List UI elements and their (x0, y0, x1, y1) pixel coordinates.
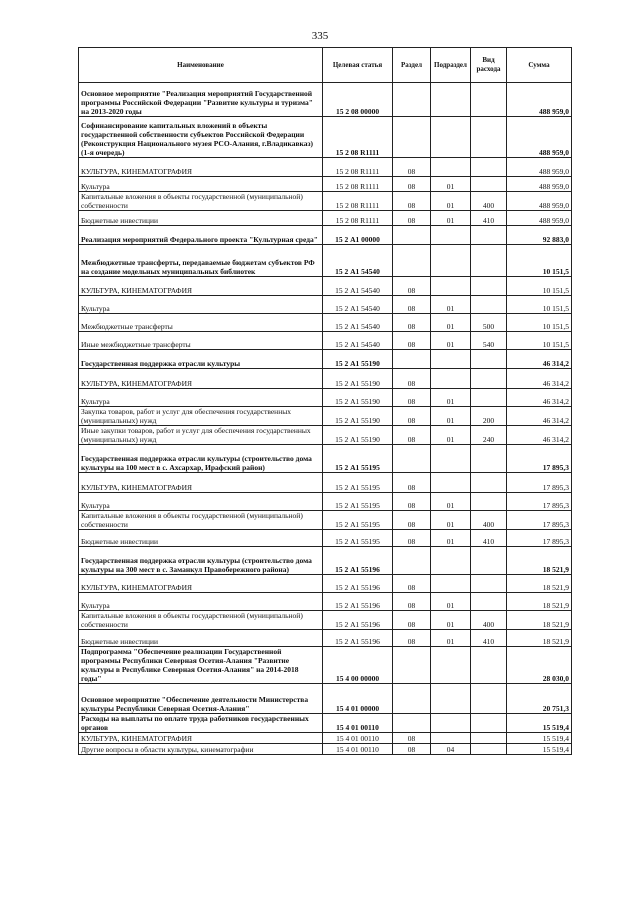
cell-name: Межбюджетные трансферты, передаваемые бюджетам субъектов РФ на создание модельных муниципальных библиотек (79, 245, 323, 277)
table-row (79, 389, 572, 407)
table-row (79, 426, 572, 445)
cell-section: 08 (393, 277, 431, 296)
table-row (79, 177, 572, 192)
cell-name: Культура (79, 493, 323, 511)
cell-expense-type: 240 (471, 426, 507, 445)
table-row (79, 744, 572, 755)
cell-name: Культура (79, 296, 323, 314)
cell-section: 08 (393, 611, 431, 630)
cell-subsection (431, 647, 471, 684)
table-row (79, 511, 572, 530)
cell-section (393, 350, 431, 369)
cell-article: 15 2 А1 55196 (323, 575, 393, 593)
header-sum: Сумма (507, 48, 572, 83)
cell-sum: 10 151,5 (507, 245, 572, 277)
cell-article: 15 2 А1 55195 (323, 473, 393, 493)
cell-article: 15 2 А1 55196 (323, 593, 393, 611)
cell-sum: 28 030,0 (507, 647, 572, 684)
cell-name: Капитальные вложения в объекты государственной (муниципальной) собственности (79, 511, 323, 530)
cell-name: КУЛЬТУРА, КИНЕМАТОГРАФИЯ (79, 369, 323, 389)
cell-sum: 46 314,2 (507, 426, 572, 445)
cell-subsection: 01 (431, 407, 471, 426)
cell-section: 08 (393, 575, 431, 593)
cell-name: Государственная поддержка отрасли культуры (строительство дома культуры на 300 мест в с. Заманкул Правобережного района) (79, 547, 323, 575)
table-row (79, 192, 572, 211)
cell-article: 15 2 А1 55195 (323, 530, 393, 547)
cell-subsection (431, 350, 471, 369)
cell-name: Культура (79, 389, 323, 407)
cell-section (393, 245, 431, 277)
cell-section: 08 (393, 192, 431, 211)
table-row (79, 83, 572, 117)
cell-subsection (431, 733, 471, 744)
cell-article: 15 2 08 R1111 (323, 192, 393, 211)
cell-article: 15 2 А1 55195 (323, 511, 393, 530)
cell-section (393, 684, 431, 714)
cell-section: 08 (393, 369, 431, 389)
cell-sum: 10 151,5 (507, 277, 572, 296)
cell-subsection: 01 (431, 511, 471, 530)
cell-sum: 17 895,3 (507, 493, 572, 511)
cell-expense-type (471, 473, 507, 493)
cell-sum: 20 751,3 (507, 684, 572, 714)
cell-sum: 15 519,4 (507, 714, 572, 733)
cell-section: 08 (393, 314, 431, 332)
cell-expense-type (471, 744, 507, 755)
table-row (79, 547, 572, 575)
cell-sum: 17 895,3 (507, 530, 572, 547)
cell-sum: 10 151,5 (507, 332, 572, 350)
cell-name: Основное мероприятие "Реализация мероприятий Государственной программы Российской Федерации "Развитие культуры и туризма" на 2013-2020 годы (79, 83, 323, 117)
budget-table (78, 47, 572, 755)
cell-sum: 488 959,0 (507, 158, 572, 177)
cell-name: Основное мероприятие "Обеспечение деятельности Министерства культуры Республики Северная Осетия-Алания" (79, 684, 323, 714)
cell-expense-type: 410 (471, 530, 507, 547)
cell-section (393, 445, 431, 473)
cell-expense-type: 500 (471, 314, 507, 332)
table-row (79, 245, 572, 277)
header-subsection: Подраздел (431, 48, 471, 83)
cell-subsection (431, 575, 471, 593)
cell-article: 15 2 А1 54540 (323, 332, 393, 350)
cell-article: 15 2 А1 55190 (323, 407, 393, 426)
cell-expense-type (471, 296, 507, 314)
table-row (79, 211, 572, 226)
cell-section: 08 (393, 177, 431, 192)
cell-section: 08 (393, 296, 431, 314)
cell-name: Капитальные вложения в объекты государственной (муниципальной) собственности (79, 611, 323, 630)
table-row (79, 296, 572, 314)
page-number: 335 (311, 30, 329, 42)
cell-article: 15 2 А1 00000 (323, 226, 393, 245)
cell-subsection (431, 714, 471, 733)
cell-sum: 10 151,5 (507, 314, 572, 332)
cell-section: 08 (393, 530, 431, 547)
cell-article: 15 2 А1 55190 (323, 350, 393, 369)
table-row (79, 611, 572, 630)
header-name: Наименование (79, 48, 323, 83)
cell-sum: 488 959,0 (507, 211, 572, 226)
cell-expense-type: 400 (471, 511, 507, 530)
cell-name: Софинансирование капитальных вложений в объекты государственной собственности субъектов Российской Федерации (Реконструкция Национального музея РСО-Алания, г.Владикавказ)(1-я очередь) (79, 117, 323, 158)
cell-subsection: 01 (431, 314, 471, 332)
cell-section: 08 (393, 389, 431, 407)
cell-expense-type: 410 (471, 630, 507, 647)
cell-subsection: 01 (431, 426, 471, 445)
cell-subsection (431, 547, 471, 575)
cell-name: Капитальные вложения в объекты государственной (муниципальной) собственности (79, 192, 323, 211)
cell-article: 15 4 01 00110 (323, 733, 393, 744)
cell-subsection: 01 (431, 389, 471, 407)
cell-sum: 46 314,2 (507, 407, 572, 426)
cell-expense-type: 400 (471, 611, 507, 630)
cell-subsection: 04 (431, 744, 471, 755)
table-row (79, 277, 572, 296)
cell-article: 15 2 А1 55190 (323, 426, 393, 445)
table-row (79, 493, 572, 511)
cell-name: КУЛЬТУРА, КИНЕМАТОГРАФИЯ (79, 473, 323, 493)
cell-section (393, 83, 431, 117)
cell-expense-type: 200 (471, 407, 507, 426)
table-row (79, 226, 572, 245)
table-row (79, 117, 572, 158)
cell-section (393, 226, 431, 245)
cell-name: Иные закупки товаров, работ и услуг для обеспечения государственных (муниципальных) нужд (79, 426, 323, 445)
cell-expense-type (471, 177, 507, 192)
cell-sum: 46 314,2 (507, 389, 572, 407)
cell-expense-type (471, 575, 507, 593)
cell-article: 15 2 08 R1111 (323, 158, 393, 177)
cell-expense-type (471, 277, 507, 296)
cell-section: 08 (393, 426, 431, 445)
cell-subsection (431, 245, 471, 277)
cell-sum: 17 895,3 (507, 511, 572, 530)
cell-subsection: 01 (431, 611, 471, 630)
cell-section: 08 (393, 744, 431, 755)
cell-subsection (431, 226, 471, 245)
cell-name: КУЛЬТУРА, КИНЕМАТОГРАФИЯ (79, 277, 323, 296)
cell-article: 15 2 А1 54540 (323, 245, 393, 277)
cell-expense-type (471, 389, 507, 407)
cell-sum: 18 521,9 (507, 593, 572, 611)
cell-expense-type (471, 733, 507, 744)
cell-expense-type (471, 684, 507, 714)
cell-name: Бюджетные инвестиции (79, 530, 323, 547)
cell-article: 15 4 01 00110 (323, 714, 393, 733)
cell-article: 15 2 А1 55190 (323, 369, 393, 389)
cell-name: Расходы на выплаты по оплате труда работников государственных органов (79, 714, 323, 733)
cell-expense-type (471, 350, 507, 369)
table-row (79, 733, 572, 744)
cell-article: 15 4 01 00000 (323, 684, 393, 714)
cell-section: 08 (393, 332, 431, 350)
cell-subsection (431, 473, 471, 493)
cell-section: 08 (393, 733, 431, 744)
cell-article: 15 2 А1 54540 (323, 314, 393, 332)
cell-sum: 46 314,2 (507, 369, 572, 389)
cell-name: КУЛЬТУРА, КИНЕМАТОГРАФИЯ (79, 733, 323, 744)
table-row (79, 714, 572, 733)
cell-section (393, 547, 431, 575)
cell-expense-type (471, 158, 507, 177)
cell-article: 15 2 А1 54540 (323, 296, 393, 314)
cell-sum: 488 959,0 (507, 192, 572, 211)
cell-subsection (431, 117, 471, 158)
cell-article: 15 2 08 R1111 (323, 177, 393, 192)
cell-name: Культура (79, 593, 323, 611)
table-row (79, 407, 572, 426)
cell-article: 15 2 А1 55195 (323, 493, 393, 511)
table-row (79, 473, 572, 493)
cell-section: 08 (393, 511, 431, 530)
cell-section (393, 647, 431, 684)
cell-article: 15 2 А1 55190 (323, 389, 393, 407)
cell-subsection: 01 (431, 530, 471, 547)
cell-name: Бюджетные инвестиции (79, 630, 323, 647)
cell-expense-type: 540 (471, 332, 507, 350)
cell-sum: 488 959,0 (507, 177, 572, 192)
cell-expense-type (471, 493, 507, 511)
cell-name: Государственная поддержка отрасли культуры (строительство дома культуры на 100 мест в с. Ахсархар, Ирафский район) (79, 445, 323, 473)
cell-name: Государственная поддержка отрасли культуры (79, 350, 323, 369)
cell-sum: 18 521,9 (507, 630, 572, 647)
cell-sum: 18 521,9 (507, 575, 572, 593)
cell-name: Межбюджетные трансферты (79, 314, 323, 332)
cell-name: Закупка товаров, работ и услуг для обеспечения государственных (муниципальных) нужд (79, 407, 323, 426)
table-row (79, 350, 572, 369)
cell-expense-type (471, 117, 507, 158)
cell-section (393, 714, 431, 733)
cell-subsection: 01 (431, 332, 471, 350)
cell-subsection: 01 (431, 211, 471, 226)
cell-subsection: 01 (431, 630, 471, 647)
cell-subsection: 01 (431, 296, 471, 314)
cell-article: 15 2 08 R1111 (323, 117, 393, 158)
cell-article: 15 2 08 R1111 (323, 211, 393, 226)
header-article: Целевая статья (323, 48, 393, 83)
cell-expense-type: 400 (471, 192, 507, 211)
table-header-row (79, 48, 572, 83)
cell-article: 15 4 00 00000 (323, 647, 393, 684)
cell-subsection (431, 369, 471, 389)
cell-subsection: 01 (431, 593, 471, 611)
cell-sum: 92 883,0 (507, 226, 572, 245)
cell-expense-type: 410 (471, 211, 507, 226)
cell-section: 08 (393, 158, 431, 177)
table-row (79, 158, 572, 177)
cell-section: 08 (393, 593, 431, 611)
cell-expense-type (471, 226, 507, 245)
header-section: Раздел (393, 48, 431, 83)
table-row (79, 530, 572, 547)
cell-name: Культура (79, 177, 323, 192)
cell-name: Другие вопросы в области культуры, кинематографии (79, 744, 323, 755)
cell-sum: 18 521,9 (507, 547, 572, 575)
table-row (79, 684, 572, 714)
cell-section: 08 (393, 493, 431, 511)
cell-sum: 17 895,3 (507, 473, 572, 493)
cell-section (393, 117, 431, 158)
cell-sum: 17 895,3 (507, 445, 572, 473)
cell-sum: 15 519,4 (507, 744, 572, 755)
cell-article: 15 2 А1 55195 (323, 445, 393, 473)
cell-article: 15 2 А1 55196 (323, 611, 393, 630)
cell-section: 08 (393, 473, 431, 493)
cell-subsection: 01 (431, 192, 471, 211)
table-row (79, 369, 572, 389)
cell-subsection (431, 158, 471, 177)
cell-expense-type (471, 647, 507, 684)
cell-expense-type (471, 83, 507, 117)
cell-sum: 46 314,2 (507, 350, 572, 369)
table-row (79, 445, 572, 473)
cell-expense-type (471, 547, 507, 575)
cell-sum: 488 959,0 (507, 117, 572, 158)
cell-sum: 18 521,9 (507, 611, 572, 630)
cell-sum: 488 959,0 (507, 83, 572, 117)
table-row (79, 630, 572, 647)
cell-name: Реализация мероприятий Федерального проекта "Культурная среда" (79, 226, 323, 245)
cell-article: 15 4 01 00110 (323, 744, 393, 755)
cell-article: 15 2 А1 55196 (323, 630, 393, 647)
cell-name: Подпрограмма "Обеспечение реализации Государственной программы Республики Северная Осетия-Алания "Развитие культуры в Республике Северная Осетия-Алания" на 2014-2018 годы" (79, 647, 323, 684)
cell-subsection: 01 (431, 493, 471, 511)
cell-expense-type (471, 445, 507, 473)
cell-name: Бюджетные инвестиции (79, 211, 323, 226)
cell-article: 15 2 А1 54540 (323, 277, 393, 296)
cell-section: 08 (393, 211, 431, 226)
cell-expense-type (471, 593, 507, 611)
table-row (79, 593, 572, 611)
cell-expense-type (471, 245, 507, 277)
cell-subsection (431, 83, 471, 117)
cell-name: КУЛЬТУРА, КИНЕМАТОГРАФИЯ (79, 158, 323, 177)
cell-expense-type (471, 369, 507, 389)
cell-article: 15 2 А1 55196 (323, 547, 393, 575)
cell-subsection (431, 445, 471, 473)
table-row (79, 575, 572, 593)
cell-sum: 10 151,5 (507, 296, 572, 314)
cell-section: 08 (393, 407, 431, 426)
table-row (79, 314, 572, 332)
header-expense-type: Вид расхода (471, 48, 507, 83)
cell-expense-type (471, 714, 507, 733)
table-row (79, 332, 572, 350)
cell-section: 08 (393, 630, 431, 647)
cell-sum: 15 519,4 (507, 733, 572, 744)
cell-name: КУЛЬТУРА, КИНЕМАТОГРАФИЯ (79, 575, 323, 593)
cell-subsection (431, 684, 471, 714)
cell-name: Иные межбюджетные трансферты (79, 332, 323, 350)
cell-subsection: 01 (431, 177, 471, 192)
table-row (79, 647, 572, 684)
cell-article: 15 2 08 00000 (323, 83, 393, 117)
cell-subsection (431, 277, 471, 296)
